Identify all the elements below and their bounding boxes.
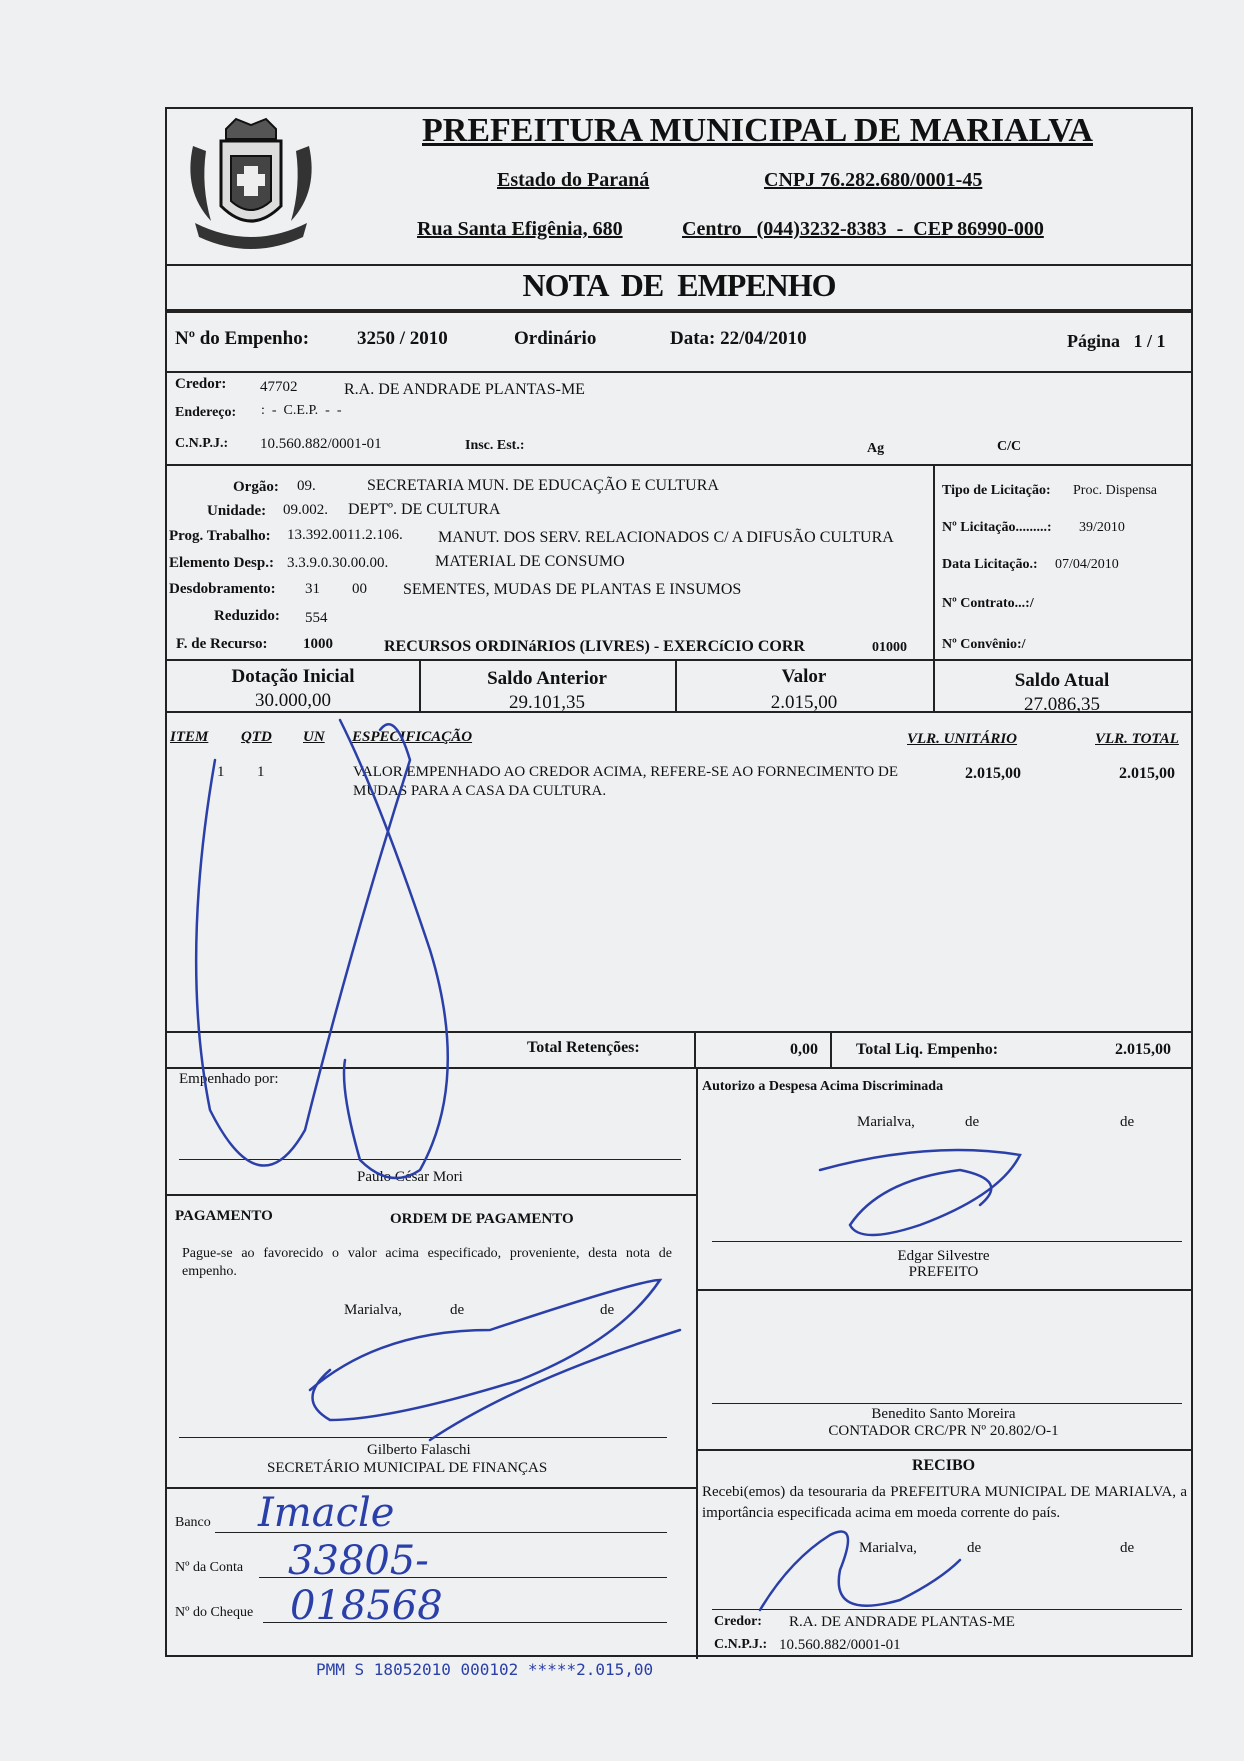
desdobramento-label: Desdobramento:	[169, 581, 276, 597]
pagamento-role: SECRETÁRIO MUNICIPAL DE FINANÇAS	[267, 1460, 548, 1476]
autorizo-place: Marialva,	[857, 1114, 915, 1130]
saldo-anterior-label: Saldo Anterior	[487, 668, 607, 689]
licitacao-numero-label: Nº Licitação.........:	[942, 520, 1052, 535]
elemento-desc: MATERIAL DE CONSUMO	[435, 553, 625, 570]
pagamento-de1: de	[450, 1302, 465, 1318]
dotacao-inicial-value: 30.000,00	[255, 690, 331, 711]
recibo-credor-value: R.A. DE ANDRADE PLANTAS-ME	[789, 1614, 1015, 1630]
licitacao-tipo-label: Tipo de Licitação:	[942, 483, 1051, 498]
item-qtd: 1	[257, 764, 265, 780]
recibo-place: Marialva,	[859, 1540, 917, 1556]
credor-label: Credor:	[175, 376, 227, 392]
cnpj-label: C.N.P.J.:	[175, 436, 229, 451]
valor-label: Valor	[781, 666, 827, 687]
contador-role: CONTADOR CRC/PR Nº 20.802/O-1	[828, 1423, 1059, 1439]
item-number: 1	[217, 764, 225, 780]
pagamento-place: Marialva,	[344, 1302, 402, 1318]
convenio-label: Nº Convênio:/	[942, 637, 1026, 652]
item-total-value: 2.015,00	[1119, 765, 1175, 782]
cnpj-value: 10.560.882/0001-01	[260, 436, 382, 452]
header-cnpj: CNPJ 76.282.680/0001-45	[764, 169, 983, 191]
desdobramento-sub: 00	[352, 581, 367, 597]
ag-label: Ag	[867, 441, 885, 456]
valor-value: 2.015,00	[770, 692, 838, 713]
recibo-cnpj-label: C.N.P.J.:	[714, 1637, 768, 1652]
autorizo-name: Edgar Silvestre	[897, 1248, 990, 1264]
header-street: Rua Santa Efigênia, 680	[417, 218, 623, 240]
conta-label: Nº da Conta	[175, 1560, 244, 1575]
header-state: Estado do Paraná	[497, 169, 650, 191]
autorizo-role: PREFEITO	[908, 1264, 979, 1280]
saldo-atual-label: Saldo Atual	[1014, 670, 1110, 691]
conta-handwritten: 33805-	[288, 1538, 429, 1584]
empenho-number: 3250 / 2010	[357, 328, 448, 349]
prog-label: Prog. Trabalho:	[169, 528, 271, 544]
endereco-label: Endereço:	[175, 405, 237, 420]
empenhado-label: Empenhado por:	[179, 1071, 279, 1087]
licitacao-numero-value: 39/2010	[1079, 520, 1125, 535]
liquido-label: Total Liq. Empenho:	[856, 1041, 999, 1058]
empenho-number-label: Nº do Empenho:	[175, 328, 310, 349]
liquido-value: 2.015,00	[1115, 1041, 1171, 1058]
orgao-code: 09.	[297, 478, 316, 494]
prog-code: 13.392.0011.2.106.	[287, 527, 403, 543]
unidade-label: Unidade:	[207, 503, 267, 519]
recibo-de2: de	[1120, 1540, 1135, 1556]
recurso-code: 1000	[303, 636, 333, 652]
autorizo-de2: de	[1120, 1114, 1135, 1130]
recurso-label: F. de Recurso:	[176, 636, 268, 652]
elemento-code: 3.3.9.0.30.00.00.	[287, 555, 389, 571]
contrato-label: Nº Contrato...:/	[942, 596, 1034, 611]
reduzido-label: Reduzido:	[214, 608, 280, 624]
empenho-form	[165, 107, 1193, 1657]
items-header-total: VLR. TOTAL	[1095, 731, 1179, 747]
pagamento-de2: de	[600, 1302, 615, 1318]
reduzido-value: 554	[305, 610, 328, 626]
empenho-type: Ordinário	[514, 328, 597, 349]
retencoes-label: Total Retenções:	[527, 1039, 640, 1056]
ordem-pagamento-title: ORDEM DE PAGAMENTO	[390, 1211, 574, 1227]
saldo-atual-value: 27.086,35	[1024, 694, 1100, 715]
doc-title: NOTA DE EMPENHO	[522, 267, 836, 303]
saldo-anterior-value: 29.101,35	[509, 692, 585, 713]
orgao-desc: SECRETARIA MUN. DE EDUCAÇÃO E CULTURA	[367, 477, 719, 494]
recibo-credor-label: Credor:	[714, 1614, 762, 1629]
header-title: PREFEITURA MUNICIPAL DE MARIALVA	[422, 112, 1093, 149]
recibo-text: Recebi(emos) da tesouraria da PREFEITURA MUNICIPAL DE MARIALVA, a importância especificada acima em moeda corrente do país.	[702, 1484, 1187, 1521]
licitacao-data-label: Data Licitação.:	[942, 557, 1038, 572]
desdobramento-desc: SEMENTES, MUDAS DE PLANTAS E INSUMOS	[403, 581, 742, 598]
page-indicator: Página 1 / 1	[1067, 331, 1166, 351]
autorizo-de1: de	[965, 1114, 980, 1130]
recibo-de1: de	[967, 1540, 982, 1556]
dotacao-inicial-label: Dotação Inicial	[231, 666, 355, 687]
orgao-label: Orgão:	[233, 479, 279, 495]
items-header-qtd: QTD	[241, 729, 272, 745]
empenho-date: Data: 22/04/2010	[670, 328, 807, 349]
unidade-code: 09.002.	[283, 502, 328, 518]
contador-name: Benedito Santo Moreira	[871, 1406, 1016, 1422]
pagamento-label: PAGAMENTO	[175, 1208, 273, 1224]
items-header-spec: ESPECIFICAÇÃO	[352, 729, 473, 745]
empenhado-name: Paulo César Mori	[357, 1169, 463, 1185]
retencoes-value: 0,00	[790, 1041, 818, 1058]
recibo-title: RECIBO	[911, 1457, 976, 1474]
unidade-desc: DEPTº. DE CULTURA	[348, 501, 501, 518]
item-unit-value: 2.015,00	[965, 765, 1021, 782]
autorizo-title: Autorizo a Despesa Acima Discriminada	[702, 1079, 944, 1094]
items-header-item: ITEM	[170, 729, 209, 745]
cheque-handwritten: 018568	[290, 1583, 443, 1629]
credor-code: 47702	[260, 379, 298, 395]
items-header-un: UN	[303, 729, 325, 745]
endereco-value: : - C.E.P. - -	[261, 403, 342, 418]
licitacao-tipo-value: Proc. Dispensa	[1073, 483, 1157, 498]
city-crest-icon	[181, 111, 321, 259]
elemento-label: Elemento Desp.:	[169, 555, 274, 571]
licitacao-data-value: 07/04/2010	[1055, 557, 1119, 572]
banco-label: Banco	[175, 1515, 211, 1530]
insc-label: Insc. Est.:	[465, 438, 525, 453]
banco-handwritten: Imacle	[258, 1490, 395, 1536]
cheque-label: Nº do Cheque	[175, 1605, 254, 1620]
payment-stamp: PMM S 18052010 000102 *****2.015,00	[316, 1660, 654, 1679]
item-spec: VALOR EMPENHADO AO CREDOR ACIMA, REFERE-SE AO FORNECIMENTO DE MUDAS PARA A CASA DA CULTURA.	[353, 764, 898, 799]
recibo-cnpj-value: 10.560.882/0001-01	[779, 1637, 901, 1653]
desdobramento-code: 31	[305, 581, 320, 597]
header-address: Centro (044)3232-8383 - CEP 86990-000	[682, 218, 1044, 240]
prog-desc: MANUT. DOS SERV. RELACIONADOS C/ A DIFUSÃO CULTURA	[438, 529, 894, 546]
recurso-desc: RECURSOS ORDINáRIOS (LIVRES) - EXERCíCIO CORR	[384, 638, 805, 655]
credor-name: R.A. DE ANDRADE PLANTAS-ME	[344, 381, 585, 398]
cc-label: C/C	[997, 439, 1022, 454]
pagamento-text: Pague-se ao favorecido o valor acima especificado, proveniente, desta nota de empenho.	[182, 1246, 672, 1279]
items-header-unit: VLR. UNITÁRIO	[907, 731, 1018, 747]
pagamento-name: Gilberto Falaschi	[367, 1442, 471, 1458]
recurso-sub: 01000	[872, 640, 907, 655]
